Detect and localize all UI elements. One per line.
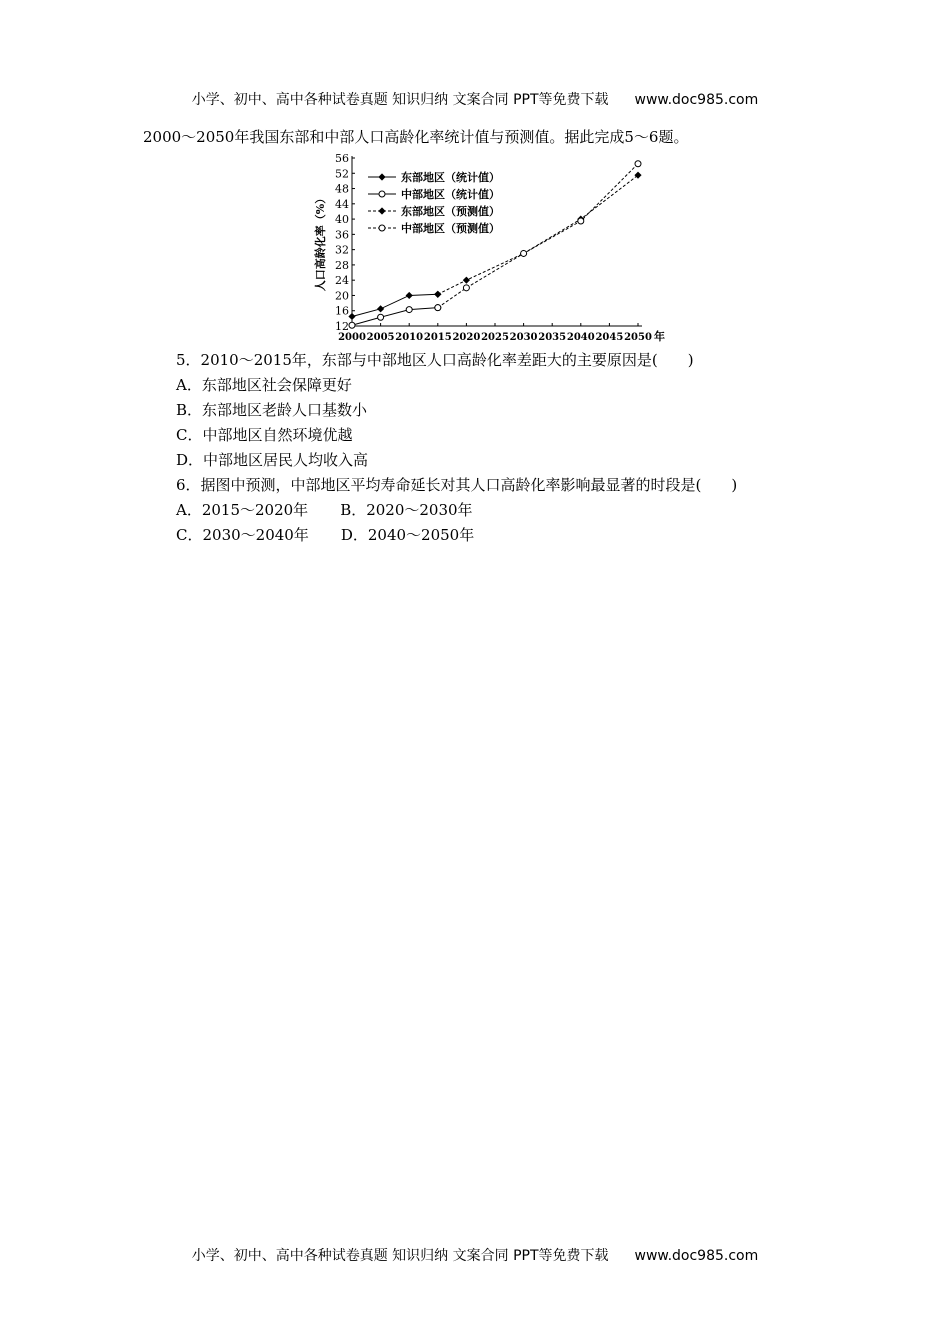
series-line-1 [352,308,438,326]
y-tick-label: 56 [335,152,349,165]
question-6-option-b: B．2020～2030年 [340,501,473,519]
y-tick-label: 12 [335,320,349,333]
legend-marker-3 [379,225,385,231]
series-1-point [406,307,412,313]
x-tick-label: 2035 [538,332,567,343]
series-3-point [635,161,641,167]
header-site-link[interactable]: www.doc985.com [634,92,759,108]
series-0-point [406,292,413,299]
series-0-point [348,313,355,320]
y-tick-label: 52 [335,167,349,181]
question-5-option-a: A．东部地区社会保障更好 [176,376,352,394]
question-6-option-d: D．2040～2050年 [340,526,475,544]
y-tick-label: 44 [335,197,349,211]
series-2-point [463,277,470,284]
x-tick-label: 2010 [395,332,424,343]
y-tick-label: 32 [335,243,349,257]
y-tick-label: 28 [335,258,349,272]
series-3-point [578,218,584,224]
series-0-point [377,305,384,312]
y-tick-label: 20 [335,289,349,303]
question-5-option-b: B．东部地区老龄人口基数小 [176,401,368,419]
question-6-option-a: A．2015～2020年 [176,501,309,519]
y-tick-label: 48 [335,182,349,196]
question-6-stem: 6．据图中预测，中部地区平均寿命延长对其人口高龄化率影响最显著的时段是( ) [176,476,738,494]
x-tick-label: 2020 [452,332,481,343]
footer-site-link[interactable]: www.doc985.com [634,1248,759,1264]
y-tick-label: 24 [335,274,349,288]
legend-label-3: 中部地区（预测值） [401,222,500,235]
question-5-stem: 5．2010～2015年，东部与中部地区人口高龄化率差距大的主要原因是( ) [176,351,694,369]
series-3-point [463,285,469,291]
x-tick-label: 2045 [595,332,624,343]
series-3-point [435,305,441,311]
x-tick-label: 2050 [624,332,652,343]
series-1-point [349,322,355,328]
y-tick-label: 40 [335,213,349,227]
chart-svg [310,150,680,346]
page-footer [0,1245,950,1265]
question-6-options-row-2 [176,524,474,545]
y-tick-label: 36 [335,228,349,242]
x-axis-label: 年 [654,330,665,343]
legend-marker-1 [379,191,385,197]
x-tick-label: 2025 [481,332,509,343]
x-tick-label: 2030 [509,332,538,343]
legend-marker-0 [378,173,385,180]
y-tick-label: 16 [335,304,349,318]
legend-label-0: 东部地区（统计值） [401,171,500,184]
series-2-point [434,291,441,298]
question-5-option-d: D．中部地区居民人均收入高 [176,451,369,469]
header-text: 小学、初中、高中各种试卷真题 知识归纳 文案合同 PPT等免费下载 [191,92,609,108]
question-5-option-c: C．中部地区自然环境优越 [176,426,353,444]
x-tick-label: 2040 [566,332,595,343]
footer-text: 小学、初中、高中各种试卷真题 知识归纳 文案合同 PPT等免费下载 [191,1248,609,1264]
x-tick-label: 2000 [338,332,366,343]
x-tick-label: 2015 [423,332,452,343]
series-3-point [521,250,527,256]
question-6-option-c: C．2030～2040年 [176,526,309,544]
x-tick-label: 2005 [366,332,395,343]
legend-label-1: 中部地区（统计值） [401,188,500,201]
series-1-point [378,314,384,320]
line-chart [310,150,680,350]
question-6-options-row-1 [176,499,473,520]
intro-text: 2000～2050年我国东部和中部人口高龄化率统计值与预测值。据此完成5～6题。 [143,128,689,146]
legend-marker-2 [378,207,385,214]
page-header [0,89,950,109]
y-axis-label: 人口高龄化率（%） [314,192,327,292]
legend-label-2: 东部地区（预测值） [401,205,500,218]
